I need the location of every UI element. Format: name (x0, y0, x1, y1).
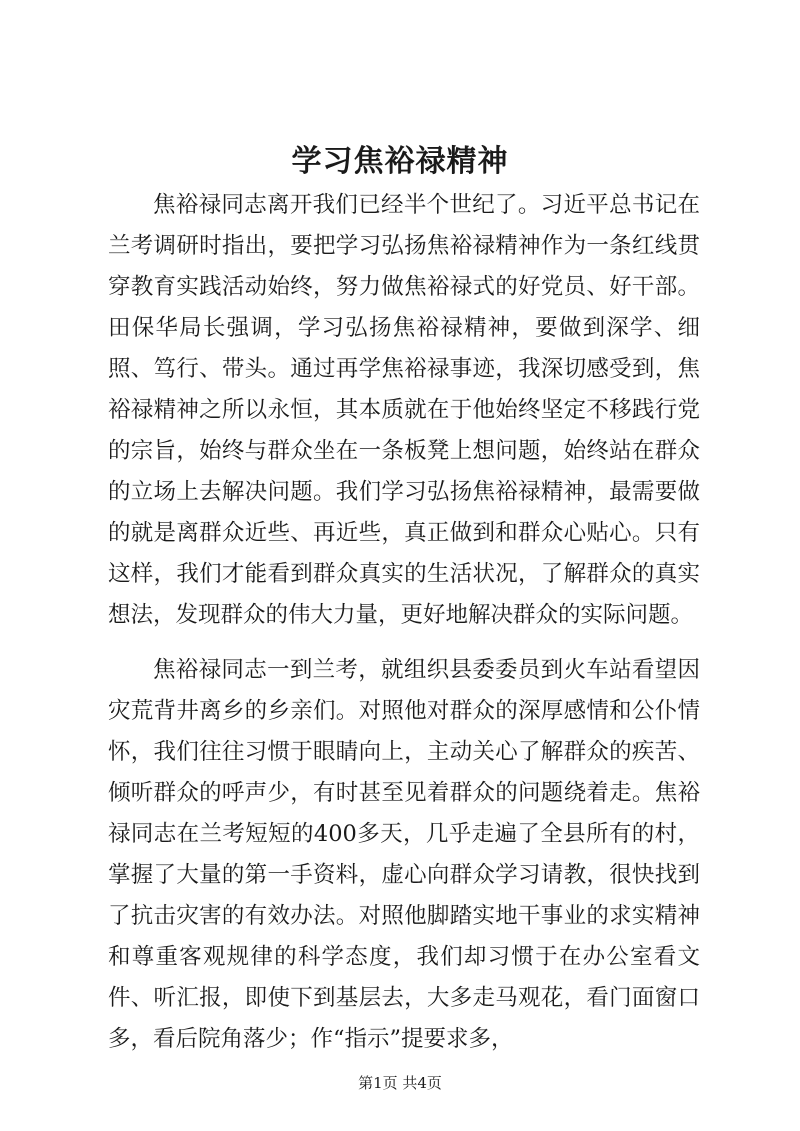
paragraph-2: 焦裕禄同志一到兰考，就组织县委委员到火车站看望因灾荒背井离乡的乡亲们。对照他对群众的深厚感情和公仆情怀，我们往往习惯于眼睛向上，主动关心了解群众的疾苦、倾听群众的呼声少，有时甚至见着群众的问题绕着走。焦裕禄同志在兰考短短的400多天，几乎走遍了全县所有的村，掌握了大量的第一手资料，虚心向群众学习请教，很快找到了抗击灾害的有效办法。对照他脚踏实地干事业的求实精神和尊重客观规律的科学态度，我们却习惯于在办公室看文件、听汇报，即使下到基层去，大多走马观花，看门面窗口多，看后院角落少；作“指示”提要求多， (108, 657, 700, 1052)
document-title: 学习焦裕禄精神 (291, 144, 509, 179)
document-body (108, 185, 700, 1074)
page-footer: 第1页 共4页 (358, 1074, 442, 1092)
paragraph-1: 焦裕禄同志离开我们已经半个世纪了。习近平总书记在兰考调研时指出，要把学习弘扬焦裕禄精神作为一条红线贯穿教育实践活动始终，努力做焦裕禄式的好党员、好干部。田保华局长强调，学习弘扬焦裕禄精神，要做到深学、细照、笃行、带头。通过再学焦裕禄事迹，我深切感受到，焦裕禄精神之所以永恒，其本质就在于他始终坚定不移践行党的宗旨，始终与群众坐在一条板凳上想问题，始终站在群众的立场上去解决问题。我们学习弘扬焦裕禄精神，最需要做的就是离群众近些、再近些，真正做到和群众心贴心。只有这样，我们才能看到群众真实的生活状况，了解群众的真实想法，发现群众的伟大力量，更好地解决群众的实际问题。 (108, 192, 700, 628)
